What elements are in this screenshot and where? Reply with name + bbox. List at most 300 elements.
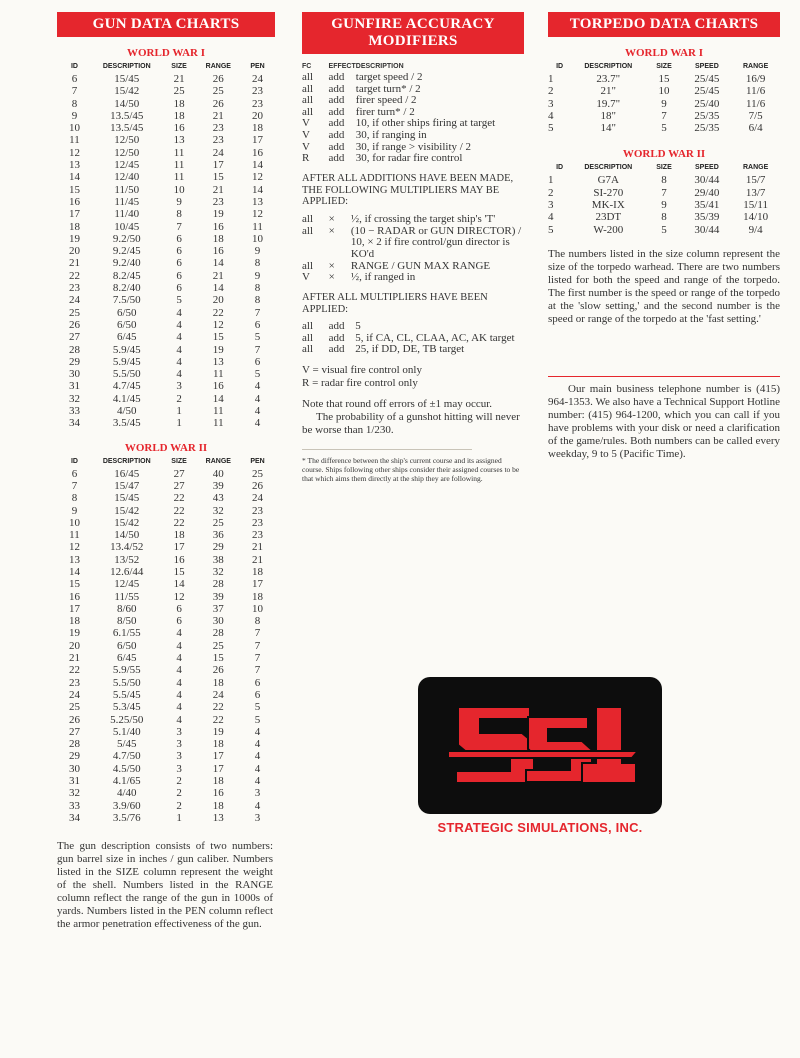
table-cell: add — [328, 105, 345, 118]
table-cell: 10 — [68, 122, 80, 135]
table-cell: 6 — [176, 257, 182, 270]
table-cell: 5.3/45 — [112, 701, 141, 714]
table-cell: 15 — [212, 652, 224, 665]
column-header-range: RANGE — [205, 63, 231, 70]
table-cell: 4 — [548, 109, 554, 122]
table-row — [57, 812, 275, 824]
table-cell: 6 — [176, 245, 182, 258]
legend-visual: V = visual fire control only — [302, 364, 422, 377]
table-cell: × — [328, 271, 335, 284]
torpedo-ww1-title: WORLD WAR I — [624, 47, 704, 59]
table-cell: 18 — [212, 799, 224, 812]
table-cell: 7.5/50 — [112, 294, 141, 307]
table-cell: add — [328, 94, 345, 107]
table-cell: 11 — [213, 368, 224, 381]
table-cell: 34 — [68, 417, 80, 430]
table-cell: MK-IX — [591, 199, 625, 212]
table-cell: 16 — [173, 553, 185, 566]
table-cell: 8 — [71, 97, 78, 110]
table-cell: 4 — [176, 318, 182, 331]
table-row — [548, 122, 780, 134]
table-cell: 3 — [548, 97, 554, 110]
column-header-range: RANGE — [205, 457, 231, 465]
table-cell: 17 — [68, 602, 80, 615]
table-cell: 4 — [176, 627, 182, 640]
table-row — [57, 98, 275, 110]
table-cell: 32 — [68, 787, 80, 800]
table-cell: 9 — [254, 269, 261, 282]
column-header-size: SIZE — [656, 164, 672, 172]
table-row — [57, 677, 275, 689]
table-cell: 25 — [212, 639, 224, 652]
column-header-id: ID — [70, 457, 78, 465]
table-row — [57, 750, 275, 762]
table-cell: 15 — [658, 73, 670, 85]
table-cell: 3 — [176, 738, 182, 751]
table-cell: 18 — [252, 565, 264, 578]
table-cell: 22 — [173, 516, 185, 529]
table-cell: 27 — [173, 467, 185, 480]
table-cell: 29 — [68, 750, 80, 763]
table-cell: 6/50 — [116, 639, 137, 652]
probability-note: The probability of a gunshot hitting will never be worse than 1/230. — [302, 411, 520, 437]
table-cell: add — [328, 140, 345, 153]
table-cell: 15/11 — [743, 199, 768, 212]
table-cell: 25 — [68, 306, 80, 319]
table-cell: 15/42 — [114, 504, 140, 517]
table-cell: 14" — [600, 122, 617, 135]
table-cell: 8 — [254, 282, 261, 295]
table-cell: 25 — [212, 85, 224, 98]
table-row — [57, 171, 275, 183]
table-cell: 13/7 — [745, 186, 766, 199]
column-header-speed: SPEED — [695, 63, 719, 70]
table-cell: 3 — [176, 380, 182, 393]
table-row — [57, 529, 275, 541]
table-cell: all — [302, 82, 313, 95]
table-row — [548, 85, 780, 97]
table-cell: 5 — [254, 713, 261, 726]
table-cell: target speed / 2 — [355, 71, 423, 83]
table-cell: 21 — [68, 257, 80, 270]
table-row — [548, 199, 780, 211]
table-cell: ½, if ranged in — [350, 271, 416, 284]
table-row — [302, 153, 524, 165]
table-cell: 22 — [212, 713, 224, 726]
column-header-description: DESCRIPTION — [355, 63, 404, 70]
table-row — [302, 226, 524, 261]
table-cell: 33 — [68, 405, 80, 418]
table-cell: G7A — [597, 174, 619, 187]
table-cell: 30, for radar fire control — [355, 152, 463, 165]
table-cell: 5 — [548, 122, 554, 135]
table-cell: 23 — [212, 122, 224, 135]
table-row — [57, 800, 275, 812]
table-cell: 18 — [68, 615, 80, 628]
table-row — [57, 701, 275, 713]
table-cell: 15 — [173, 565, 185, 578]
column-header-pen: PEN — [250, 63, 265, 70]
table-cell: 18 — [173, 109, 185, 122]
table-row — [57, 689, 275, 701]
table-cell: 8/60 — [116, 602, 137, 615]
table-cell: 39 — [212, 590, 224, 603]
table-cell: 7 — [661, 186, 667, 199]
table-cell: 22 — [68, 664, 80, 677]
accuracy-title — [302, 12, 524, 54]
table-row — [57, 578, 275, 590]
table-row — [57, 591, 275, 603]
table-row — [548, 174, 780, 186]
table-cell: 10 — [252, 232, 264, 245]
table-cell: 11 — [173, 159, 185, 172]
table-cell: 25 — [68, 701, 80, 714]
table-cell: 17 — [212, 750, 224, 763]
table-cell: 5 — [254, 331, 261, 344]
table-cell: 5/45 — [116, 738, 137, 751]
table-cell: 19 — [68, 627, 80, 640]
table-cell: 6 — [176, 602, 182, 615]
table-row — [57, 763, 275, 775]
table-row — [548, 211, 780, 223]
table-cell: R — [302, 152, 310, 165]
table-cell: all — [302, 343, 313, 356]
table-cell: 4.7/45 — [112, 380, 141, 393]
legend-radar: R = radar fire control only — [302, 377, 418, 390]
table-cell: 18 — [212, 775, 224, 788]
column-header-id: ID — [556, 164, 564, 172]
table-row — [57, 245, 275, 257]
table-cell: 11 — [213, 405, 224, 418]
table-cell: 14/50 — [114, 97, 140, 110]
table-cell: 6/45 — [116, 331, 137, 344]
table-cell: 24 — [252, 73, 264, 85]
table-cell: 24 — [68, 294, 80, 307]
table-cell: 26 — [212, 97, 224, 110]
table-cell: 22 — [212, 701, 224, 714]
table-row — [57, 319, 275, 331]
table-cell: 8.2/45 — [112, 269, 141, 282]
column-header-description: DESCRIPTION — [102, 63, 151, 70]
table-cell: 8.2/40 — [112, 282, 141, 295]
table-cell: 23 — [252, 504, 264, 517]
table-cell: 1 — [176, 405, 182, 418]
table-cell: 19.7" — [596, 97, 621, 110]
table-cell: 20 — [68, 245, 80, 258]
ssi-logo-caption: STRATEGIC SIMULATIONS, INC. — [437, 820, 643, 835]
table-cell: 16/45 — [114, 467, 140, 480]
table-cell: 5.9/45 — [112, 343, 141, 356]
table-cell: 4 — [254, 750, 261, 763]
table-cell: 5 — [355, 320, 361, 333]
table-cell: 9.2/45 — [112, 245, 141, 258]
table-row — [57, 468, 275, 480]
table-cell: 27 — [68, 331, 80, 344]
table-cell: 13 — [68, 553, 80, 566]
table-cell: 5 — [661, 122, 667, 135]
table-cell: 11 — [173, 146, 185, 159]
table-cell: 11 — [252, 220, 263, 233]
table-cell: 11 — [213, 417, 224, 430]
table-cell: 17 — [212, 159, 224, 172]
table-cell: add — [328, 128, 345, 141]
table-cell: 24 — [212, 146, 224, 159]
table-cell: 15/45 — [114, 73, 140, 85]
table-cell: 14/10 — [743, 211, 769, 224]
table-cell: 6 — [254, 676, 261, 689]
table-cell: 4 — [254, 762, 261, 775]
roundoff-note: Note that round off errors of ±1 may occur. — [302, 398, 493, 411]
table-cell: W-200 — [593, 223, 624, 236]
table-cell: 16 — [212, 380, 224, 393]
column-header-description: DESCRIPTION — [102, 457, 151, 465]
table-cell: 8 — [254, 294, 261, 307]
table-cell: 19 — [212, 725, 224, 738]
table-cell: 4.5/50 — [112, 762, 141, 775]
table-cell: 8 — [661, 211, 667, 224]
table-cell: 14 — [252, 159, 264, 172]
column-header-size: SIZE — [656, 63, 672, 70]
course-footnote: * The difference between the ship's current course and its assigned course. Ships following other ships consider their assigned courses to be that which aims them directly at the ship they are following. — [302, 456, 520, 484]
table-cell: 5 — [661, 223, 667, 236]
table-cell: 21 — [212, 183, 224, 196]
table-cell: 23 — [212, 134, 224, 147]
table-cell: 38 — [212, 553, 224, 566]
table-cell: add — [328, 117, 345, 130]
table-cell: 2 — [548, 186, 554, 199]
table-cell: 4 — [176, 652, 182, 665]
table-cell: 9 — [176, 195, 182, 208]
table-cell: 21 — [173, 73, 185, 85]
table-cell: 14 — [68, 565, 80, 578]
table-cell: 16 — [68, 590, 80, 603]
table-cell: 5 — [254, 701, 261, 714]
table-cell: 12/45 — [114, 159, 140, 172]
table-cell: 4 — [176, 701, 182, 714]
table-row — [57, 331, 275, 343]
table-cell: 5.9/55 — [112, 664, 141, 677]
torpedo-ww1-table — [548, 63, 780, 134]
table-cell: 23DT — [595, 211, 622, 224]
table-cell: 15/42 — [114, 85, 140, 98]
table-cell: all — [302, 224, 313, 237]
table-cell: 21 — [252, 553, 264, 566]
table-row — [302, 72, 524, 84]
table-row — [57, 541, 275, 553]
table-row — [57, 554, 275, 566]
table-cell: 18 — [252, 122, 264, 135]
table-cell: 4 — [254, 380, 261, 393]
gun-ww1-title: WORLD WAR I — [126, 47, 206, 59]
table-cell: 13/52 — [114, 553, 140, 566]
table-cell: 9 — [661, 97, 667, 110]
table-cell: 12/50 — [114, 134, 140, 147]
table-cell: 10 — [173, 183, 185, 196]
table-cell: all — [302, 259, 313, 272]
table-cell: 6/45 — [116, 652, 137, 665]
column-header-id: ID — [70, 63, 78, 70]
table-cell: add — [328, 343, 345, 356]
table-cell: 25/45 — [694, 85, 720, 98]
table-cell: 4 — [254, 417, 261, 430]
table-cell: 14 — [212, 257, 224, 270]
table-cell: 7 — [71, 479, 78, 492]
table-cell: 6 — [254, 318, 261, 331]
table-cell: 4 — [176, 343, 182, 356]
table-cell: 14 — [68, 171, 80, 184]
table-cell: V — [302, 271, 310, 284]
column-header-speed: SPEED — [695, 164, 719, 172]
table-cell: 27 — [68, 725, 80, 738]
table-cell: 12.6/44 — [110, 565, 144, 578]
table-cell: × — [328, 259, 335, 272]
table-cell: 8 — [254, 257, 261, 270]
table-cell: 25 — [173, 85, 185, 98]
table-row — [548, 187, 780, 199]
table-cell: 6 — [71, 467, 78, 480]
table-cell: 7 — [254, 343, 261, 356]
accuracy-final-table — [302, 321, 524, 356]
table-cell: all — [302, 213, 313, 226]
column-header-range: RANGE — [742, 63, 769, 70]
table-cell: 27 — [173, 479, 185, 492]
table-cell: 25/40 — [694, 97, 720, 110]
table-cell: 6 — [71, 73, 78, 85]
table-row — [57, 380, 275, 392]
after-additions-text: AFTER ALL ADDITIONS HAVE BEEN MADE, THE FOLLOWING MULTIPLIERS MAY BE APPLIED: — [302, 172, 514, 208]
table-cell: 4 — [254, 738, 261, 751]
table-cell: 22 — [212, 306, 224, 319]
table-cell: 5 — [548, 223, 554, 236]
table-cell: 9 — [661, 199, 667, 212]
table-cell: 3.5/76 — [112, 811, 141, 824]
table-cell: 33 — [68, 799, 80, 812]
table-cell: 9.2/40 — [112, 257, 141, 270]
table-cell: 8 — [661, 174, 667, 187]
table-cell: firer speed / 2 — [355, 94, 417, 107]
table-cell: 13 — [68, 159, 80, 172]
table-cell: 25 — [212, 516, 224, 529]
table-cell: 23 — [252, 516, 264, 529]
table-cell: 6 — [254, 355, 261, 368]
table-cell: 7/5 — [748, 109, 763, 122]
table-cell: 8 — [176, 208, 182, 221]
table-cell: 17 — [68, 208, 80, 221]
table-cell: 9 — [71, 504, 78, 517]
table-cell: 12/40 — [114, 171, 140, 184]
gun-data-column — [57, 12, 275, 931]
table-cell: 23 — [252, 529, 264, 542]
table-cell: 13 — [212, 811, 224, 824]
after-multipliers-text: AFTER ALL MULTIPLIERS HAVE BEEN APPLIED: — [302, 291, 488, 315]
accuracy-title-line2: MODIFIERS — [368, 33, 458, 49]
table-cell: 18 — [252, 590, 264, 603]
table-cell: 15 — [212, 331, 224, 344]
column-header-pen: PEN — [250, 457, 265, 465]
table-cell: 4 — [176, 676, 182, 689]
table-row — [57, 652, 275, 664]
table-cell: all — [302, 94, 313, 107]
table-cell: 4 — [176, 355, 182, 368]
table-cell: all — [302, 320, 313, 333]
table-cell: 4 — [176, 664, 182, 677]
table-cell: 4/50 — [116, 405, 137, 418]
table-cell: 7 — [71, 85, 78, 98]
column-header-description: DESCRIPTION — [584, 63, 633, 70]
table-cell: 8 — [71, 492, 78, 505]
table-cell: 19 — [212, 208, 224, 221]
table-cell: 5 — [254, 368, 261, 381]
table-cell: 13 — [173, 134, 185, 147]
table-cell: 12 — [212, 318, 224, 331]
table-cell: 43 — [212, 492, 224, 505]
table-row — [548, 224, 780, 236]
table-cell: 13.4/52 — [110, 541, 144, 554]
table-cell: 4 — [176, 639, 182, 652]
table-row — [57, 405, 275, 417]
table-cell: 23 — [212, 195, 224, 208]
table-cell: 2 — [176, 799, 182, 812]
table-cell: 11 — [69, 529, 80, 542]
table-cell: 11/50 — [114, 183, 140, 196]
table-cell: 7 — [254, 664, 261, 677]
table-cell: 3.5/45 — [112, 417, 141, 430]
table-cell: 35/41 — [694, 199, 720, 212]
table-cell: 7 — [254, 652, 261, 665]
table-cell: add — [328, 82, 345, 95]
table-cell: 36 — [212, 529, 224, 542]
table-cell: 28 — [68, 738, 80, 751]
table-cell: 5.1/40 — [112, 725, 141, 738]
table-cell: V — [302, 128, 310, 141]
table-row — [57, 184, 275, 196]
table-cell: 12/50 — [114, 146, 140, 159]
table-cell: 29 — [68, 355, 80, 368]
gun-ww1-table — [57, 63, 275, 430]
ssi-logo-mark — [418, 677, 662, 814]
table-cell: 3 — [176, 762, 182, 775]
table-cell: 4 — [176, 368, 182, 381]
table-cell: firer turn* / 2 — [355, 105, 415, 118]
table-cell: 24 — [252, 492, 264, 505]
table-cell: 5, if CA, CL, CLAA, AC, AK target — [355, 331, 515, 344]
table-row — [57, 517, 275, 529]
table-cell: × — [328, 224, 335, 237]
table-row — [57, 257, 275, 269]
table-cell: 24 — [212, 688, 224, 701]
table-row — [57, 122, 275, 134]
table-row — [57, 726, 275, 738]
table-cell: 20 — [212, 294, 224, 307]
table-cell: 7 — [254, 627, 261, 640]
table-cell: 18 — [173, 97, 185, 110]
table-cell: 7 — [254, 639, 261, 652]
logo-letter-i — [582, 707, 636, 783]
table-row — [57, 393, 275, 405]
table-cell: add — [328, 320, 345, 333]
table-cell: 12 — [173, 590, 185, 603]
table-row — [57, 775, 275, 787]
table-row — [57, 615, 275, 627]
table-cell: 18 — [212, 676, 224, 689]
table-cell: 4 — [254, 725, 261, 738]
table-cell: 22 — [173, 492, 185, 505]
gun-ww2-table — [57, 458, 275, 825]
table-cell: 3 — [548, 199, 554, 212]
table-cell: 15 — [68, 183, 80, 196]
table-cell: 15/47 — [114, 479, 140, 492]
table-cell: 40 — [212, 467, 224, 480]
